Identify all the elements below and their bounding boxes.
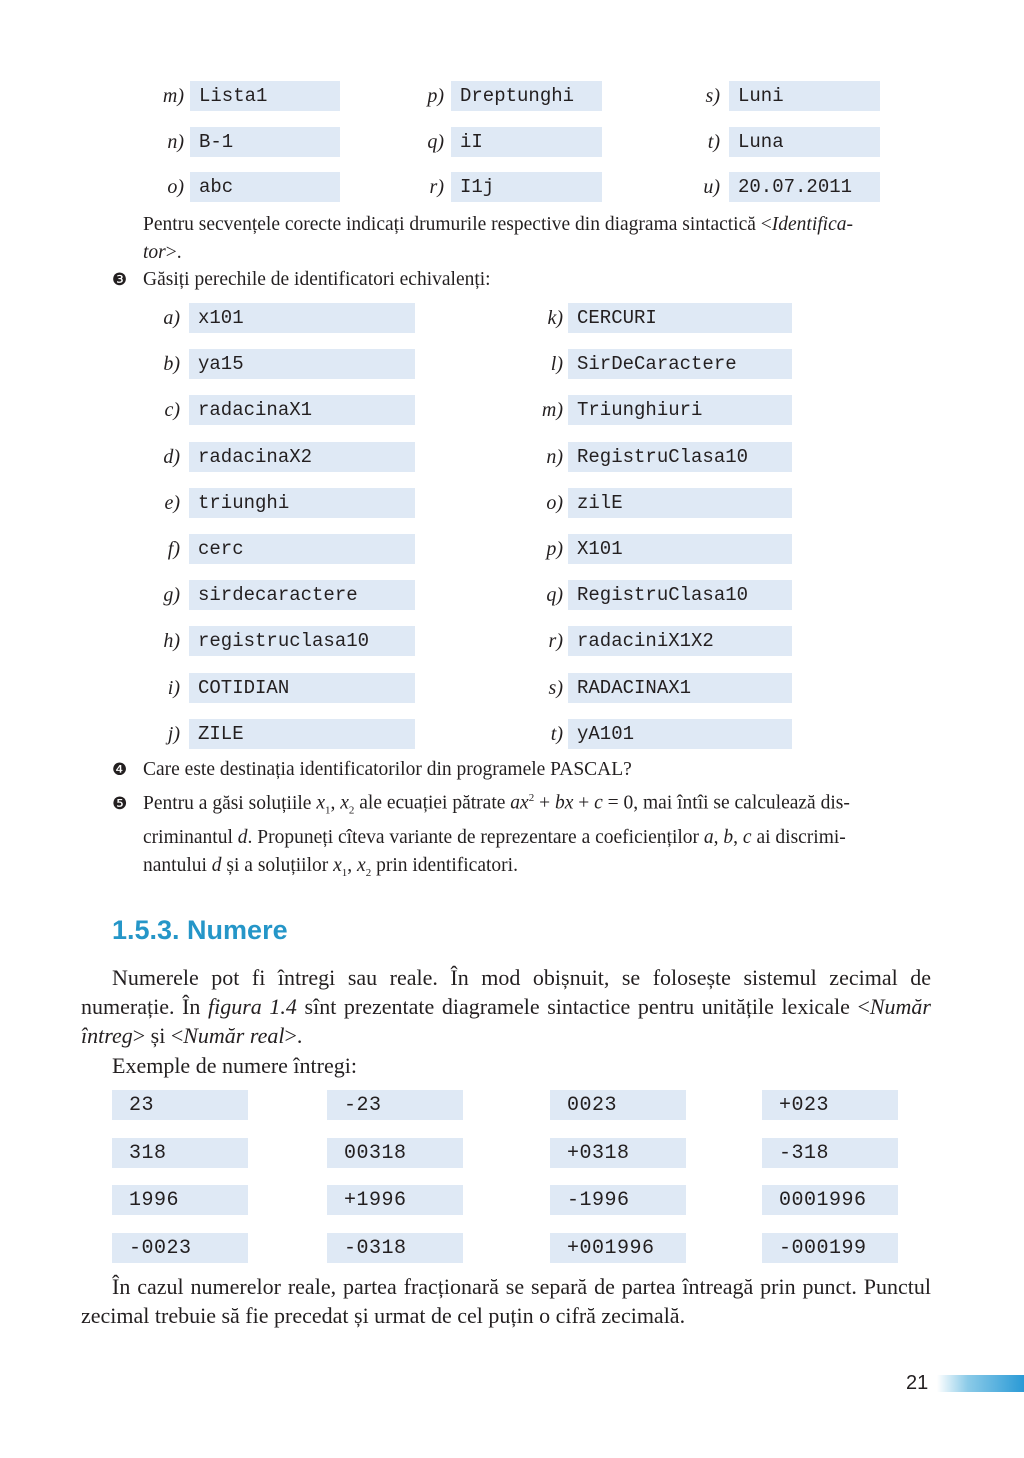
- item-label: n): [546, 446, 563, 468]
- item-label: o): [546, 492, 563, 514]
- integer-example-box: -23: [327, 1090, 463, 1120]
- item-label: u): [703, 176, 720, 198]
- exercise-number-icon: ❹: [112, 760, 128, 780]
- identifier-box: radacinaX2: [189, 442, 415, 472]
- item-label: l): [550, 353, 563, 375]
- identifier-box: ZILE: [189, 719, 415, 749]
- identifier-box: I1j: [451, 172, 602, 202]
- item-label: k): [547, 307, 563, 329]
- identifier-box: RADACINAX1: [568, 673, 792, 703]
- item-label: m): [162, 85, 184, 107]
- page-number: 21: [906, 1372, 929, 1394]
- item-label: b): [163, 353, 180, 375]
- identifier-box: CERCURI: [568, 303, 792, 333]
- item-label: g): [163, 584, 180, 606]
- item-label: r): [429, 176, 444, 198]
- identifier-box: B-1: [190, 127, 340, 157]
- exercise-note: Pentru secvențele corecte indicați drumurile respective din diagrama sintactică <Identifica- tor>.: [143, 214, 853, 263]
- identifier-box: X101: [568, 534, 792, 564]
- item-label: n): [167, 131, 184, 153]
- item-label: q): [427, 131, 444, 153]
- identifier-box: RegistruClasa10: [568, 580, 792, 610]
- integer-example-box: 318: [112, 1138, 248, 1168]
- integer-example-box: +1996: [327, 1185, 463, 1215]
- item-label: e): [164, 492, 180, 514]
- exercise-4: ❹ Care este destinația identificatorilor din programele PASCAL?: [112, 756, 932, 784]
- identifier-box: ya15: [189, 349, 415, 379]
- identifier-box: Luni: [729, 81, 880, 111]
- identifier-box: radaciniX1X2: [568, 626, 792, 656]
- item-label: s): [705, 85, 720, 107]
- identifier-box: Lista1: [190, 81, 340, 111]
- integer-example-box: -000199: [762, 1233, 898, 1263]
- item-label: t): [550, 723, 563, 745]
- item-label: i): [167, 677, 180, 699]
- exercise-3-title: ❸ Găsiți perechile de identificatori echivalenți:: [112, 266, 912, 294]
- integer-example-box: 23: [112, 1090, 248, 1120]
- item-label: s): [548, 677, 563, 699]
- integer-example-box: -0023: [112, 1233, 248, 1263]
- item-label: r): [548, 630, 563, 652]
- integer-example-box: 0023: [550, 1090, 686, 1120]
- item-label: o): [167, 176, 184, 198]
- identifier-box: triunghi: [189, 488, 415, 518]
- identifier-box: yA101: [568, 719, 792, 749]
- item-label: t): [707, 131, 720, 153]
- identifier-box: abc: [190, 172, 340, 202]
- item-label: f): [167, 538, 180, 560]
- exercise-number-icon: ❺: [112, 793, 128, 814]
- integer-example-box: +0318: [550, 1138, 686, 1168]
- identifier-box: sirdecaractere: [189, 580, 415, 610]
- integer-example-box: -1996: [550, 1185, 686, 1215]
- section-heading: 1.5.3. Numere: [112, 915, 288, 945]
- item-label: m): [541, 399, 563, 421]
- integer-example-box: 1996: [112, 1185, 248, 1215]
- item-label: q): [546, 584, 563, 606]
- identifier-box: registruclasa10: [189, 626, 415, 656]
- identifier-box: zilE: [568, 488, 792, 518]
- identifier-box: Dreptunghi: [451, 81, 602, 111]
- identifier-box: COTIDIAN: [189, 673, 415, 703]
- integer-example-box: +001996: [550, 1233, 686, 1263]
- identifier-box: x101: [189, 303, 415, 333]
- exercise-5: ❺ Pentru a găsi soluțiile $x_1$, $x_2$ ale ecuației pătrate $ax^2$ + bx + c = 0, mai întîi se calculează dis- criminantul d. Propuneți cîteva variante de reprezentare a coeficienților a, b, c ai discrimi- nantului d și a soluțiilor $x_1$, $x_2$ prin identificatori.: [112, 784, 932, 887]
- item-label: a): [163, 307, 180, 329]
- item-label: p): [427, 85, 444, 107]
- integer-example-box: -0318: [327, 1233, 463, 1263]
- identifier-box: radacinaX1: [189, 395, 415, 425]
- identifier-box: 20.07.2011: [729, 172, 880, 202]
- identifier-box: SirDeCaractere: [568, 349, 792, 379]
- identifier-box: iI: [451, 127, 602, 157]
- item-label: c): [164, 399, 180, 421]
- page-number-bar: [937, 1375, 1024, 1392]
- section-paragraph-1: Numerele pot fi întregi sau reale. În mod obișnuit, se folosește sistemul zecimal de numerație. În figura 1.4 sînt prezentate diagramele sintactice pentru unitățile lexicale <Număr întreg> și <Număr real>.: [81, 965, 931, 1048]
- integer-example-box: -318: [762, 1138, 898, 1168]
- item-label: d): [163, 446, 180, 468]
- exercise-number-icon: ❸: [112, 270, 128, 290]
- item-label: h): [163, 630, 180, 652]
- identifier-box: Luna: [729, 127, 880, 157]
- section-paragraph-2: În cazul numerelor reale, partea fracționară se separă de partea întreagă prin punct. Punctul zecimal trebuie să fie precedat și urmat de cel puțin o cifră zecimală.: [81, 1274, 931, 1328]
- integer-example-box: 0001996: [762, 1185, 898, 1215]
- identifier-box: cerc: [189, 534, 415, 564]
- identifier-box: RegistruClasa10: [568, 442, 792, 472]
- integer-example-box: 00318: [327, 1138, 463, 1168]
- item-label: j): [167, 723, 180, 745]
- integer-example-box: +023: [762, 1090, 898, 1120]
- item-label: p): [546, 538, 563, 560]
- identifier-box: Triunghiuri: [568, 395, 792, 425]
- examples-label: Exemple de numere întregi:: [112, 1053, 357, 1078]
